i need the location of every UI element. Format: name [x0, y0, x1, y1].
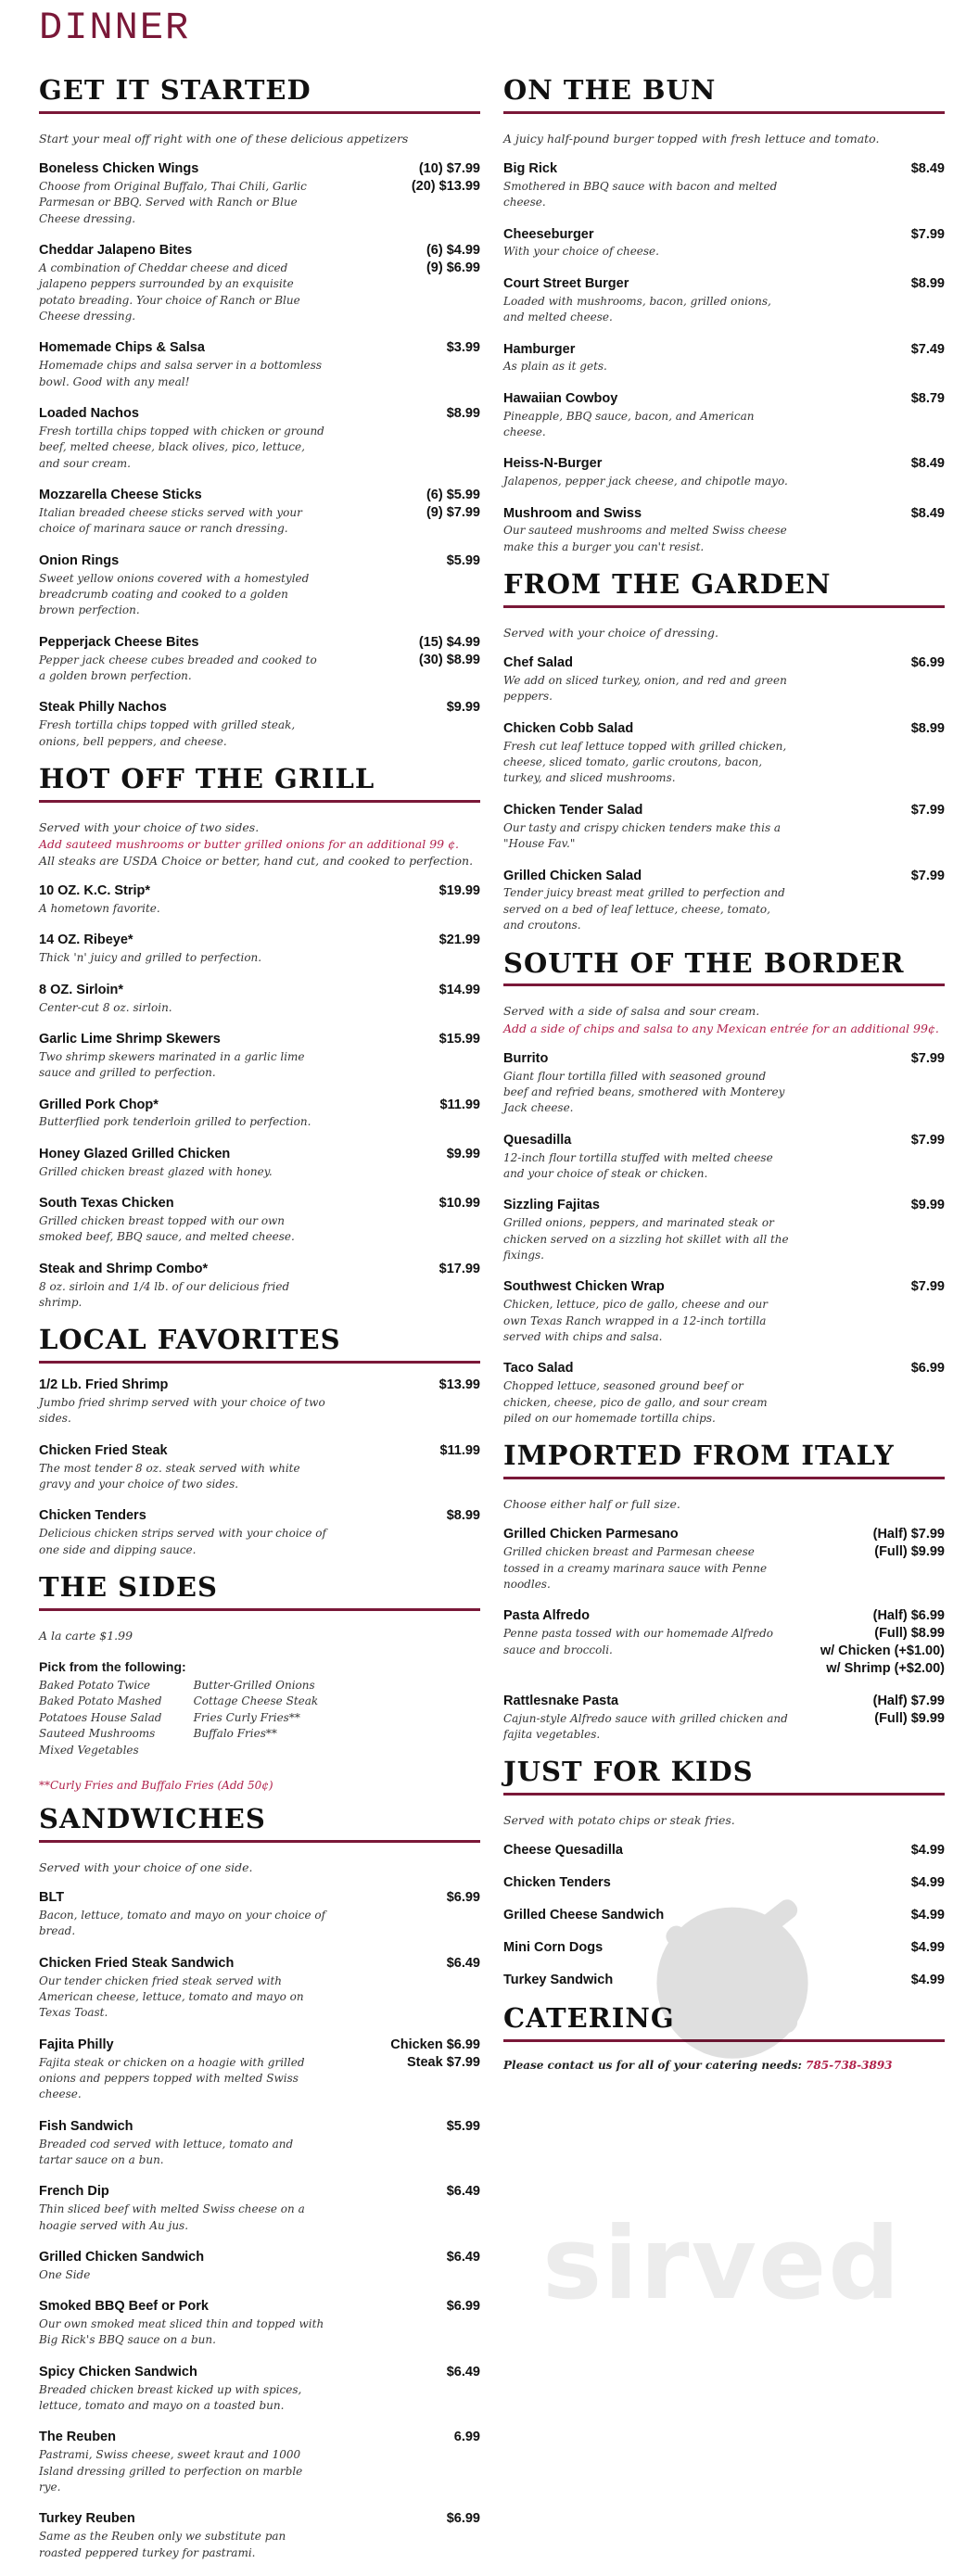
item-description: Fresh tortilla chips topped with grilled steak, onions, bell peppers, and cheese.: [39, 718, 296, 748]
section-intro: A la carte $1.99: [39, 1628, 133, 1643]
item-description: Cajun-style Alfredo sauce with grilled chicken and fajita vegetables.: [503, 1711, 788, 1741]
item-price: $4.99: [910, 1875, 945, 1891]
menu-item: [39, 1031, 480, 1082]
item-price: $6.49: [446, 2249, 480, 2265]
intro-line: Served with your choice of one side.: [39, 1859, 253, 1874]
item-price: $8.79: [910, 390, 945, 406]
menu-item: [503, 341, 945, 375]
item-name: Mini Corn Dogs: [503, 1939, 604, 1955]
item-price: $9.99: [446, 1146, 480, 1161]
menu-item: [503, 654, 945, 705]
item-price: w/ Shrimp (+$2.00): [826, 1660, 945, 1676]
side-option: Baked Potato Twice: [39, 1679, 150, 1693]
section-hot-off-the-grill: [39, 762, 480, 1311]
item-price: $11.99: [439, 1097, 480, 1112]
item-price: (Full) $9.99: [874, 1544, 945, 1560]
item-description: A hometown favorite.: [39, 902, 160, 916]
intro-line: Served with your choice of two sides.: [39, 819, 260, 834]
item-name: Chef Salad: [503, 655, 573, 671]
item-name: Pepperjack Cheese Bites: [39, 634, 199, 650]
item-price: $7.99: [910, 1132, 945, 1148]
menu-item: [503, 802, 945, 853]
menu-item: [39, 2510, 480, 2561]
right-column: [503, 76, 945, 2085]
item-name: Grilled Chicken Parmesano: [503, 1527, 679, 1542]
item-description: As plain as it gets.: [503, 360, 607, 374]
item-price: $4.99: [910, 1939, 945, 1955]
item-description: Fajita steak or chicken on a hoagie with grilled onions and peppers topped with melted Swiss cheese.: [39, 2055, 305, 2101]
item-description: Italian breaded cheese sticks served with your choice of marinara sauce or ranch dressing.: [39, 505, 302, 536]
menu-item: [39, 2429, 480, 2495]
sides-heading: Pick from the following:: [39, 1659, 186, 1675]
section-intro: [503, 1812, 945, 1829]
item-price: $10.99: [439, 1196, 480, 1212]
section-title: LOCAL FAVORITES: [39, 1326, 480, 1364]
menu-item: [503, 1278, 945, 1345]
section-local-favorites: [39, 1326, 480, 1558]
item-name: BLT: [39, 1890, 65, 1906]
item-name: Fajita Philly: [39, 2037, 114, 2052]
item-description: Two shrimp skewers marinated in a garlic lime sauce and grilled to perfection.: [39, 1049, 305, 1080]
item-description: Pastrami, Swiss cheese, sweet kraut and 1000 Island dressing grilled to perfection on marble rye.: [39, 2448, 303, 2494]
menu-item: [39, 242, 480, 324]
intro-line: A juicy half-pound burger topped with fresh lettuce and tomato.: [503, 131, 880, 146]
item-name: Chicken Fried Steak Sandwich: [39, 1955, 235, 1971]
item-name: 10 OZ. K.C. Strip*: [39, 883, 151, 899]
item-price: $13.99: [439, 1377, 480, 1393]
menu-item: [39, 2249, 480, 2283]
menu-item: [39, 2037, 480, 2103]
section-title: JUST FOR KIDS: [503, 1758, 945, 1796]
item-name: French Dip: [39, 2184, 109, 2200]
item-description: Breaded cod served with lettuce, tomato and tartar sauce on a bun.: [39, 2137, 294, 2166]
item-name: The Reuben: [39, 2430, 116, 2445]
item-name: Hawaiian Cowboy: [503, 390, 618, 406]
intro-highlight-line: Add a side of chips and salsa to any Mexican entrée for an additional 99¢.: [503, 1021, 939, 1035]
item-description: Center-cut 8 oz. sirloin.: [39, 1000, 172, 1014]
item-name: Honey Glazed Grilled Chicken: [39, 1146, 231, 1161]
item-price: $6.99: [446, 2511, 480, 2527]
item-price: (10) $7.99: [418, 161, 480, 177]
item-name: 1/2 Lb. Fried Shrimp: [39, 1377, 169, 1393]
page-title: DINNER: [39, 6, 191, 50]
item-description: Grilled chicken breast topped with our own smoked beef, BBQ sauce, and melted cheese.: [39, 1213, 295, 1244]
item-name: Turkey Sandwich: [503, 1972, 614, 1987]
menu-item: [39, 699, 480, 750]
item-name: 14 OZ. Ribeye*: [39, 933, 133, 948]
menu-item: [39, 1955, 480, 2022]
item-price: $5.99: [446, 552, 480, 568]
item-name: Garlic Lime Shrimp Skewers: [39, 1031, 221, 1047]
item-description: Giant flour tortilla filled with seasoned ground beef and refried beans, smothered with Monterey Jack cheese.: [503, 1069, 785, 1115]
item-price: $6.99: [910, 655, 945, 671]
item-description: Same as the Reuben only we substitute pan roasted peppered turkey for pastrami.: [39, 2530, 286, 2559]
section-south-of-the-border: [503, 946, 945, 1428]
item-price: $8.49: [910, 161, 945, 177]
item-price: $19.99: [439, 883, 480, 899]
item-description: Butterflied pork tenderloin grilled to perfection.: [39, 1115, 311, 1129]
item-description: Choose from Original Buffalo, Thai Chili, Garlic Parmesan or BBQ. Served with Ranch or Blue Cheese dressing.: [39, 179, 307, 225]
item-name: 8 OZ. Sirloin*: [39, 982, 124, 997]
item-description: Loaded with mushrooms, bacon, grilled onions, and melted cheese.: [503, 294, 771, 324]
section-imported-from-italy: [503, 1441, 945, 1743]
item-description: Chopped lettuce, seasoned ground beef or chicken, cheese, pico de gallo, and sour cream piled on our homemade tortilla chips.: [503, 1379, 768, 1425]
menu-item: [39, 1146, 480, 1180]
item-name: Hamburger: [503, 341, 576, 357]
item-price: $8.99: [446, 1508, 480, 1524]
item-price: $7.99: [910, 802, 945, 818]
item-price: $5.99: [446, 2118, 480, 2134]
item-description: Grilled chicken breast glazed with honey.: [39, 1164, 273, 1178]
item-price: $3.99: [446, 340, 480, 356]
menu-item: [39, 2183, 480, 2234]
menu-item: [503, 720, 945, 787]
item-name: Court Street Burger: [503, 275, 629, 291]
menu-item: [503, 1607, 945, 1677]
menu-item: [39, 2298, 480, 2349]
section-title: SANDWICHES: [39, 1805, 480, 1843]
menu-item: [39, 932, 480, 966]
item-description: 8 oz. sirloin and 1/4 lb. of our delicious fried shrimp.: [39, 1279, 290, 1309]
item-name: Homemade Chips & Salsa: [39, 340, 205, 356]
item-price: (9) $7.99: [426, 504, 480, 520]
item-price: 6.99: [453, 2430, 480, 2445]
menu-item: [503, 390, 945, 441]
item-price: (Full) $9.99: [874, 1710, 945, 1726]
menu-item: [39, 634, 480, 685]
item-description: 12-inch flour tortilla stuffed with melted cheese and your choice of steak or chicken.: [503, 1150, 773, 1180]
menu-item: [39, 1195, 480, 1246]
item-description: We add on sliced turkey, onion, and red and green peppers.: [503, 674, 787, 704]
menu-item: [39, 1097, 480, 1131]
section-intro: [503, 625, 945, 641]
sides-column-1: [39, 1678, 162, 1758]
sides-column-2: [194, 1678, 319, 1758]
side-option: Buffalo Fries**: [193, 1727, 277, 1741]
side-option: Butter-Grilled Onions: [193, 1679, 315, 1693]
item-description: One Side: [39, 2267, 91, 2281]
menu-item: [39, 405, 480, 472]
menu-item: [39, 487, 480, 538]
menu-item: [39, 882, 480, 917]
menu-item: [503, 1526, 945, 1593]
item-name: Chicken Tender Salad: [503, 802, 643, 818]
item-price: $6.49: [446, 1955, 480, 1971]
side-option: Potatoes House Salad: [39, 1710, 162, 1724]
menu-item: [39, 2118, 480, 2169]
item-name: Big Rick: [503, 161, 558, 177]
item-description: Sweet yellow onions covered with a homestyled breadcrumb coating and cooked to a golden brown perfection.: [39, 571, 310, 617]
item-description: Our own smoked meat sliced thin and topped with Big Rick's BBQ sauce on a bun.: [39, 2317, 324, 2347]
item-name: Southwest Chicken Wrap: [503, 1279, 665, 1295]
item-name: Boneless Chicken Wings: [39, 161, 199, 177]
left-column: [39, 76, 480, 2576]
item-price: $11.99: [439, 1442, 480, 1458]
item-description: Our sauteed mushrooms and melted Swiss cheese make this a burger you can't resist.: [503, 524, 787, 553]
intro-line: Start your meal off right with one of these delicious appetizers: [39, 131, 409, 146]
intro-line: All steaks are USDA Choice or better, hand cut, and cooked to perfection.: [39, 854, 474, 869]
item-name: Pasta Alfredo: [503, 1608, 590, 1624]
intro-line: Served with a side of salsa and sour cream.: [503, 1004, 760, 1019]
item-name: Grilled Pork Chop*: [39, 1097, 159, 1112]
item-description: Fresh cut leaf lettuce topped with grilled chicken, cheese, sliced tomato, garlic croutons, bacon, turkey, and sliced mushrooms.: [503, 739, 787, 785]
section-title: HOT OFF THE GRILL: [39, 765, 480, 803]
item-description: Delicious chicken strips served with your choice of one side and dipping sauce.: [39, 1527, 326, 1556]
menu-item: [503, 160, 945, 211]
item-price: $4.99: [910, 1908, 945, 1923]
item-description: Pineapple, BBQ sauce, bacon, and American cheese.: [503, 409, 755, 438]
item-price: (Half) $6.99: [872, 1608, 945, 1624]
item-price: Steak $7.99: [406, 2054, 480, 2070]
section-intro: [39, 131, 480, 147]
item-name: Grilled Chicken Salad: [503, 868, 642, 883]
intro-line: Choose either half or full size.: [503, 1497, 680, 1512]
item-price: (Half) $7.99: [872, 1527, 945, 1542]
item-name: South Texas Chicken: [39, 1196, 174, 1212]
item-description: Thick 'n' juicy and grilled to perfection.: [39, 951, 262, 965]
menu-item: [39, 339, 480, 390]
sirved-watermark: sirved: [542, 2206, 902, 2322]
menu-item: [503, 505, 945, 556]
item-price: $9.99: [910, 1198, 945, 1213]
item-name: Chicken Tenders: [39, 1508, 146, 1524]
section-get-it-started: [39, 76, 480, 750]
item-price: $6.99: [446, 1890, 480, 1906]
item-price: $14.99: [439, 982, 480, 997]
menu-item: [503, 868, 945, 934]
section-title: IMPORTED FROM ITALY: [503, 1441, 945, 1479]
item-price: (30) $8.99: [418, 652, 480, 667]
item-price: $6.49: [446, 2364, 480, 2379]
item-name: Burrito: [503, 1050, 549, 1066]
menu-item: [39, 1442, 480, 1493]
item-price: $8.49: [910, 456, 945, 472]
item-price: $4.99: [910, 1972, 945, 1987]
section-title: FROM THE GARDEN: [503, 570, 945, 608]
item-description: Jalapenos, pepper jack cheese, and chipotle mayo.: [503, 475, 788, 489]
item-description: The most tender 8 oz. steak served with white gravy and your choice of two sides.: [39, 1461, 300, 1491]
menu-item: [503, 275, 945, 326]
section-sandwiches: [39, 1805, 480, 2561]
item-description: Jumbo fried shrimp served with your choice of two sides.: [39, 1396, 325, 1426]
section-intro: [503, 131, 945, 147]
catering-message: Please contact us for all of your catering needs:: [503, 2058, 807, 2072]
section-title: ON THE BUN: [503, 76, 945, 114]
item-description: Homemade chips and salsa server in a bottomless bowl. Good with any meal!: [39, 359, 323, 388]
side-option: Fries Curly Fries**: [193, 1710, 300, 1724]
item-name: Smoked BBQ Beef or Pork: [39, 2299, 209, 2315]
menu-item: [39, 2364, 480, 2415]
menu-item: [39, 1507, 480, 1558]
section-title: GET IT STARTED: [39, 76, 480, 114]
item-name: Chicken Cobb Salad: [503, 720, 634, 736]
item-name: Chicken Fried Steak: [39, 1442, 168, 1458]
item-price: $9.99: [446, 700, 480, 716]
item-description: Grilled chicken breast and Parmesan cheese tossed in a creamy marinara sauce with Penne noodles.: [503, 1545, 768, 1591]
item-name: Quesadilla: [503, 1132, 572, 1148]
menu-item: [39, 1377, 480, 1428]
menu-item: [39, 982, 480, 1016]
menu-item: [503, 226, 945, 260]
side-option: Sauteed Mushrooms: [39, 1727, 156, 1741]
item-price: (Full) $8.99: [874, 1626, 945, 1642]
item-description: A combination of Cheddar cheese and diced jalapeno peppers surrounded by an exquisite potato breading. Your choice of Ranch or Blue Cheese dressing.: [39, 260, 300, 324]
item-price: $7.99: [910, 1279, 945, 1295]
item-description: Penne pasta tossed with our homemade Alfredo sauce and broccoli.: [503, 1627, 773, 1656]
item-name: Heiss-N-Burger: [503, 456, 603, 472]
section-intro: [39, 819, 480, 869]
item-price: $7.99: [910, 226, 945, 242]
item-name: Steak and Shrimp Combo*: [39, 1261, 209, 1276]
section-intro: [39, 1859, 480, 1876]
item-name: Mozzarella Cheese Sticks: [39, 488, 202, 503]
item-price: $21.99: [439, 933, 480, 948]
item-name: Onion Rings: [39, 552, 120, 568]
intro-line: Served with your choice of dressing.: [503, 626, 719, 641]
item-name: Taco Salad: [503, 1361, 574, 1377]
menu-item: [503, 1360, 945, 1427]
item-name: Steak Philly Nachos: [39, 700, 167, 716]
item-price: $8.99: [446, 406, 480, 422]
item-price: $8.49: [910, 505, 945, 521]
item-description: Fresh tortilla chips topped with chicken or ground beef, melted cheese, black olives, pico, lettuce, and sour cream.: [39, 424, 324, 470]
item-description: With your choice of cheese.: [503, 245, 659, 259]
section-intro: [503, 1003, 945, 1036]
item-name: Grilled Cheese Sandwich: [503, 1908, 665, 1923]
intro-line: Served with potato chips or steak fries.: [503, 1813, 735, 1828]
item-price: $17.99: [439, 1261, 480, 1276]
item-description: Bacon, lettuce, tomato and mayo on your choice of bread.: [39, 1908, 326, 1938]
item-name: Fish Sandwich: [39, 2118, 133, 2134]
side-option: Baked Potato Mashed: [39, 1694, 162, 1708]
menu-item: [503, 1132, 945, 1183]
item-name: Sizzling Fajitas: [503, 1198, 600, 1213]
menu-item: [39, 160, 480, 227]
item-price: (6) $5.99: [426, 488, 480, 503]
item-price: (15) $4.99: [418, 634, 480, 650]
section-title: THE SIDES: [39, 1573, 480, 1611]
item-price: $7.99: [910, 868, 945, 883]
item-price: $4.99: [910, 1843, 945, 1859]
section-title: SOUTH OF THE BORDER: [503, 949, 945, 987]
item-description: Grilled onions, peppers, and marinated steak or chicken served on a sizzling hot skillet with all the fixings.: [503, 1216, 789, 1262]
item-price: $8.99: [910, 275, 945, 291]
item-price: Chicken $6.99: [390, 2037, 480, 2052]
item-name: Cheddar Jalapeno Bites: [39, 243, 193, 259]
item-price: $15.99: [439, 1031, 480, 1047]
item-price: (Half) $7.99: [872, 1693, 945, 1708]
menu-item: [39, 1889, 480, 1940]
item-description: Our tasty and crispy chicken tenders make this a "House Fav.": [503, 820, 782, 851]
item-name: Grilled Chicken Sandwich: [39, 2249, 205, 2265]
section-from-the-garden: [503, 570, 945, 933]
item-description: Our tender chicken fried steak served with American cheese, lettuce, tomato and mayo on Texas Toast.: [39, 1973, 304, 2020]
item-description: Smothered in BBQ sauce with bacon and melted cheese.: [503, 179, 778, 209]
item-price: (6) $4.99: [426, 243, 480, 259]
item-price: w/ Chicken (+$1.00): [820, 1643, 945, 1659]
menu-item: [39, 1261, 480, 1312]
item-name: Loaded Nachos: [39, 406, 139, 422]
section-on-the-bun: [503, 76, 945, 555]
item-description: Breaded chicken breast kicked up with spices, lettuce, tomato and mayo on a toasted bun.: [39, 2382, 302, 2413]
item-price: (9) $6.99: [426, 260, 480, 275]
item-name: Rattlesnake Pasta: [503, 1693, 619, 1708]
item-name: Mushroom and Swiss: [503, 505, 642, 521]
item-name: Spicy Chicken Sandwich: [39, 2364, 197, 2379]
intro-highlight-line: Add sauteed mushrooms or butter grilled onions for an additional 99 ¢.: [39, 836, 460, 851]
item-price: $6.99: [446, 2299, 480, 2315]
fork-knife-plate-icon: [621, 1854, 844, 2076]
item-description: Pepper jack cheese cubes breaded and cooked to a golden brown perfection.: [39, 653, 317, 682]
item-description: Thin sliced beef with melted Swiss cheese on a hoagie served with Au jus.: [39, 2202, 305, 2232]
item-name: Turkey Reuben: [39, 2511, 135, 2527]
section-intro: [503, 1496, 945, 1513]
menu-item: [503, 455, 945, 489]
item-price: $6.99: [910, 1361, 945, 1377]
menu-item: [503, 1050, 945, 1117]
menu-item: [39, 552, 480, 619]
item-description: Chicken, lettuce, pico de gallo, cheese and our own Texas Ranch wrapped in a 12-inch tortilla served with chips and salsa.: [503, 1298, 768, 1343]
item-price: $8.99: [910, 720, 945, 736]
item-price: $6.49: [446, 2184, 480, 2200]
section-title: CATERING: [503, 2004, 945, 2042]
catering-phone[interactable]: 785-738-3893: [806, 2058, 893, 2072]
side-option: Mixed Vegetables: [39, 1743, 139, 1757]
sides-note: **Curly Fries and Buffalo Fries (Add 50¢): [39, 1779, 273, 1793]
item-price: $7.49: [910, 341, 945, 357]
item-name: Cheeseburger: [503, 226, 594, 242]
item-price: $7.99: [910, 1050, 945, 1066]
section-the-sides: [39, 1573, 480, 1792]
item-name: Chicken Tenders: [503, 1875, 611, 1891]
item-name: Cheese Quesadilla: [503, 1843, 623, 1859]
item-description: Tender juicy breast meat grilled to perfection and served on a bed of leaf lettuce, cheese, tomato, and croutons.: [503, 886, 785, 933]
menu-item: [503, 1693, 945, 1744]
side-option: Cottage Cheese Steak: [193, 1694, 319, 1708]
menu-item: [503, 1197, 945, 1263]
item-price: (20) $13.99: [411, 178, 480, 194]
